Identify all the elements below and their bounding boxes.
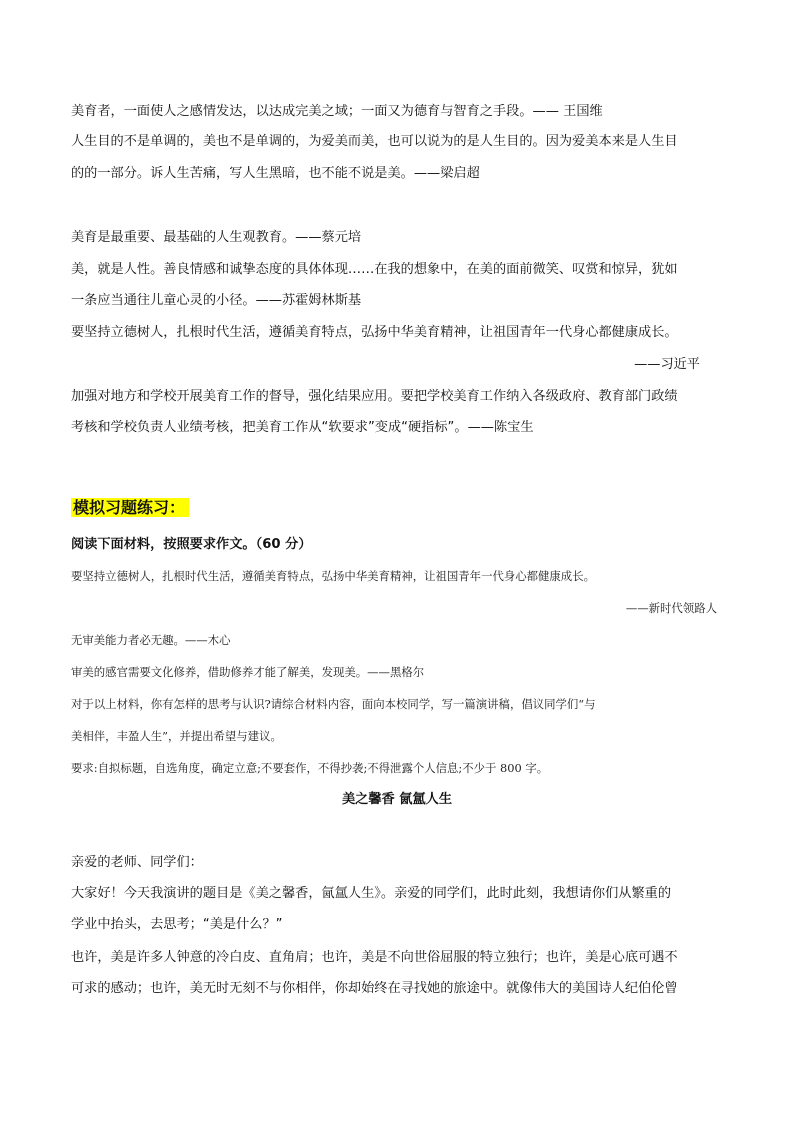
practice-heading-highlight: 模拟习题练习： xyxy=(71,498,189,517)
essay-greeting: 亲爱的老师、同学们： xyxy=(71,855,203,870)
essay-p1-line1: 大家好！今天我演讲的题目是《美之馨香，氤氲人生》。亲爱的同学们，此时此刻，我想请你们从繁重的 xyxy=(71,886,672,901)
essay-p1-line2: 学业中抬头，去思考；“美是什么？” xyxy=(71,917,283,932)
quote-sukhomlinsky-line1: 美，就是人性。善良情感和诚挚态度的具体体现……在我的想象中，在美的面前微笑、叹赏和惊异，犹如 xyxy=(71,262,678,277)
essay-title: 美之馨香 氤氲人生 xyxy=(341,792,453,807)
quote-wang-guowei: 美育者，一面使人之感情发达，以达成完美之域；一面又为德育与智育之手段。—— 王国维 xyxy=(71,104,603,119)
prompt-line1: 对于以上材料，你有怎样的思考与认识?请综合材料内容，面向本校同学，写一篇演讲稿，倡议同学们“与 xyxy=(71,697,596,711)
requirements: 要求:自拟标题，自选角度，确定立意;不要套作，不得抄袭;不得泄露个人信息;不少于 800 字。 xyxy=(71,761,549,775)
practice-heading xyxy=(71,496,189,520)
quote-xi-jinping: 要坚持立德树人，扎根时代生活，遵循美育特点，弘扬中华美育精神，让祖国青年一代身心都健康成长。 xyxy=(71,325,678,340)
quote-liang-qichao-line1: 人生目的不是单调的，美也不是单调的，为爱美而美，也可以说为的是人生目的。因为爱美本来是人生目 xyxy=(71,134,678,149)
essay-p2-line1: 也许，美是许多人钟意的冷白皮、直角肩；也许，美是不向世俗屈服的特立独行；也许，美是心底可遇不 xyxy=(71,950,678,965)
material-3: 审美的感官需要文化修养，借助修养才能了解美，发现美。——黑格尔 xyxy=(71,665,425,679)
prompt-line2: 美相伴，丰盈人生”，并提出希望与建议。 xyxy=(71,729,282,743)
essay-p2-line2: 可求的感动；也许，美无时无刻不与你相伴，你却始终在寻找她的旅途中。就像伟大的美国诗人纪伯伦曾 xyxy=(71,981,678,996)
quote-sukhomlinsky-line2: 一条应当通往儿童心灵的小径。——苏霍姆林斯基 xyxy=(71,293,362,308)
material-1: 要坚持立德树人，扎根时代生活，遵循美育特点，弘扬中华美育精神，让祖国青年一代身心都健康成长。 xyxy=(71,569,595,583)
material-2: 无审美能力者必无趣。——木心 xyxy=(71,633,231,647)
material-1-attribution: ——新时代领路人 xyxy=(625,601,717,615)
quote-chen-baosheng-line2: 考核和学校负责人业绩考核，把美育工作从“软要求”变成“硬指标”。——陈宝生 xyxy=(71,420,534,435)
quote-chen-baosheng-line1: 加强对地方和学校开展美育工作的督导，强化结果应用。要把学校美育工作纳入各级政府、教育部门政绩 xyxy=(71,389,678,404)
quote-liang-qichao-line2: 的的一部分。诉人生苦痛，写人生黑暗，也不能不说是美。——梁启超 xyxy=(71,166,480,181)
practice-instruction: 阅读下面材料，按照要求作文。（60 分） xyxy=(71,537,312,552)
quote-cai-yuanpei: 美育是最重要、最基础的人生观教育。——蔡元培 xyxy=(71,230,362,245)
quote-xi-jinping-attribution: ——习近平 xyxy=(634,357,700,372)
